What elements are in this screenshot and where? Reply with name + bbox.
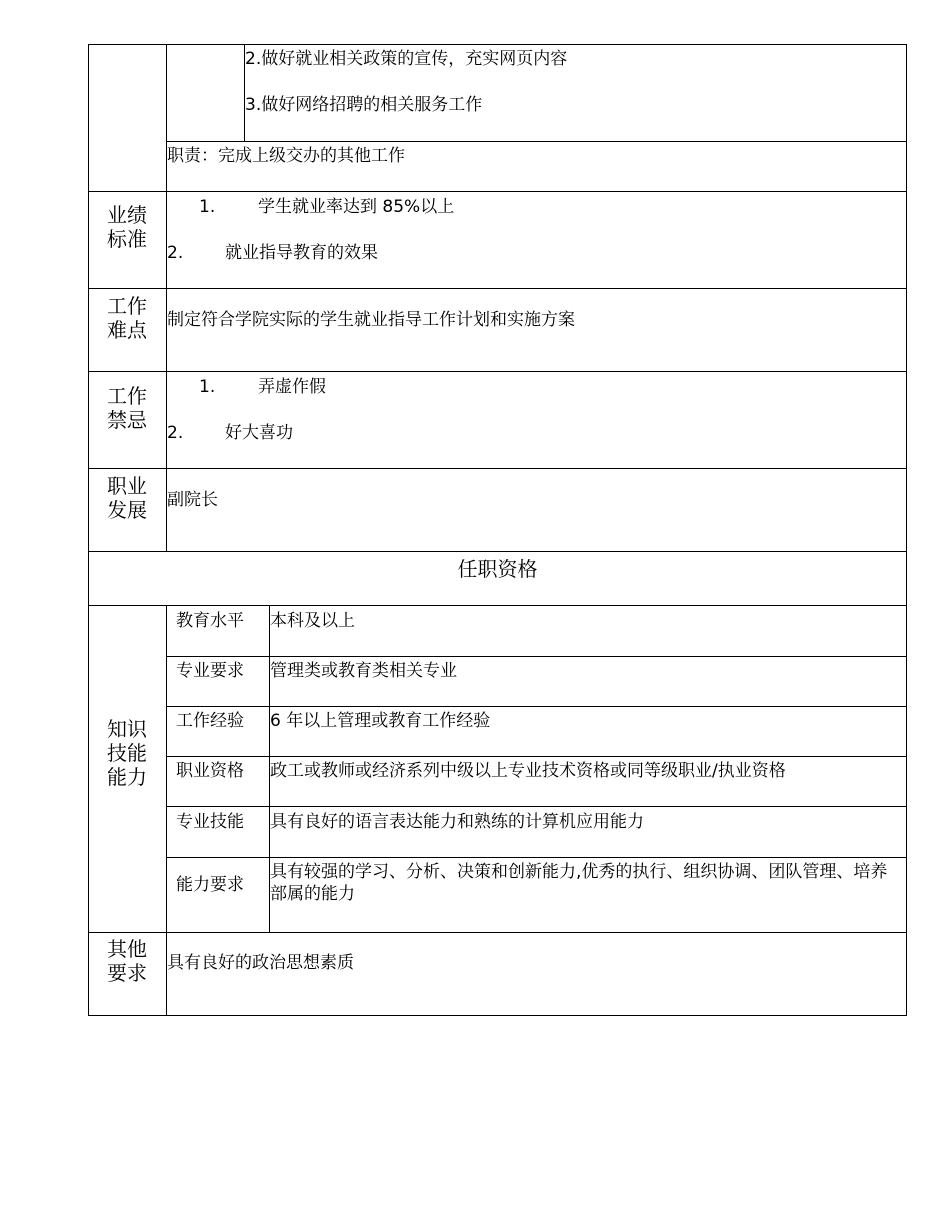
row-divider-difficulty <box>88 288 907 289</box>
qualification-heading: 任职资格 <box>457 557 538 581</box>
row-divider-qualification <box>88 605 907 606</box>
row-divider-taboo <box>88 371 907 372</box>
career-label <box>88 474 166 522</box>
qual-value-ability: 具有较强的学习、分析、决策和创新能力,优秀的执行、组织协调、团队管理、培养部属的能力 <box>270 862 888 904</box>
performance-item-1-text: 学生就业率达到 85%以上 <box>258 197 455 217</box>
performance-item-1-number: 1. <box>199 197 216 217</box>
performance-label-line2: 标准 <box>107 227 147 251</box>
qual-key-experience: 工作经验 <box>176 711 244 731</box>
career-label-line1: 职业 <box>107 474 147 498</box>
taboo-item-2-number: 2. <box>167 423 184 443</box>
row-divider-heading <box>88 551 907 552</box>
difficulty-label-line1: 工作 <box>107 294 147 318</box>
table-right-border <box>906 44 907 1016</box>
qual-value-certification: 政工或教师或经济系列中级以上专业技术资格或同等级职业/执业资格 <box>270 761 786 781</box>
difficulty-text: 制定符合学院实际的学生就业指导工作计划和实施方案 <box>167 310 575 330</box>
taboo-item-1-number: 1. <box>199 377 216 397</box>
qual-value-major: 管理类或教育类相关专业 <box>270 661 457 681</box>
taboo-label-line1: 工作 <box>107 384 147 408</box>
other-label <box>88 937 166 985</box>
qual-key-ability: 能力要求 <box>176 875 244 895</box>
qual-value-experience: 6 年以上管理或教育工作经验 <box>270 711 491 731</box>
qual-key-education: 教育水平 <box>176 611 244 631</box>
performance-item-2-text: 就业指导教育的效果 <box>225 243 378 263</box>
qual-row-divider-3 <box>166 756 907 757</box>
difficulty-label-line2: 难点 <box>107 318 147 342</box>
taboo-item-1-text: 弄虚作假 <box>258 377 326 397</box>
career-label-line2: 发展 <box>107 498 147 522</box>
duty-item-3: 3.做好网络招聘的相关服务工作 <box>245 95 483 115</box>
taboo-item-2-text: 好大喜功 <box>225 423 293 443</box>
qual-value-skills: 具有良好的语言表达能力和熟练的计算机应用能力 <box>270 812 644 832</box>
other-label-line2: 要求 <box>107 961 147 985</box>
duties-row-divider <box>166 141 907 142</box>
qualification-label-line1: 知识 <box>107 717 147 741</box>
table-top-border <box>88 44 907 45</box>
qual-row-divider-5 <box>166 857 907 858</box>
qual-key-certification: 职业资格 <box>176 761 244 781</box>
qualification-label <box>88 717 166 789</box>
performance-label-line1: 业绩 <box>107 203 147 227</box>
other-text: 具有良好的政治思想素质 <box>167 953 354 973</box>
table-bottom-border <box>88 1015 907 1016</box>
qual-row-divider-2 <box>166 706 907 707</box>
duty-item-2: 2.做好就业相关政策的宣传，充实网页内容 <box>245 49 568 69</box>
table-left-border <box>88 44 89 1016</box>
performance-label <box>88 203 166 251</box>
row-divider-career <box>88 468 907 469</box>
duty-other: 职责：完成上级交办的其他工作 <box>167 146 405 166</box>
label-column-divider-upper <box>166 44 167 552</box>
taboo-label-line2: 禁忌 <box>107 408 147 432</box>
taboo-label <box>88 384 166 432</box>
career-text: 副院长 <box>167 490 218 510</box>
performance-item-2-number: 2. <box>167 243 184 263</box>
qualification-label-line3: 能力 <box>107 765 147 789</box>
qual-row-divider-1 <box>166 656 907 657</box>
other-label-line1: 其他 <box>107 937 147 961</box>
qual-row-divider-4 <box>166 806 907 807</box>
qual-key-major: 专业要求 <box>176 661 244 681</box>
qualification-label-line2: 技能 <box>107 741 147 765</box>
difficulty-label <box>88 294 166 342</box>
row-divider-other <box>88 932 907 933</box>
qual-value-education: 本科及以上 <box>270 611 355 631</box>
row-divider-performance <box>88 191 907 192</box>
qual-key-skills: 专业技能 <box>176 812 244 832</box>
